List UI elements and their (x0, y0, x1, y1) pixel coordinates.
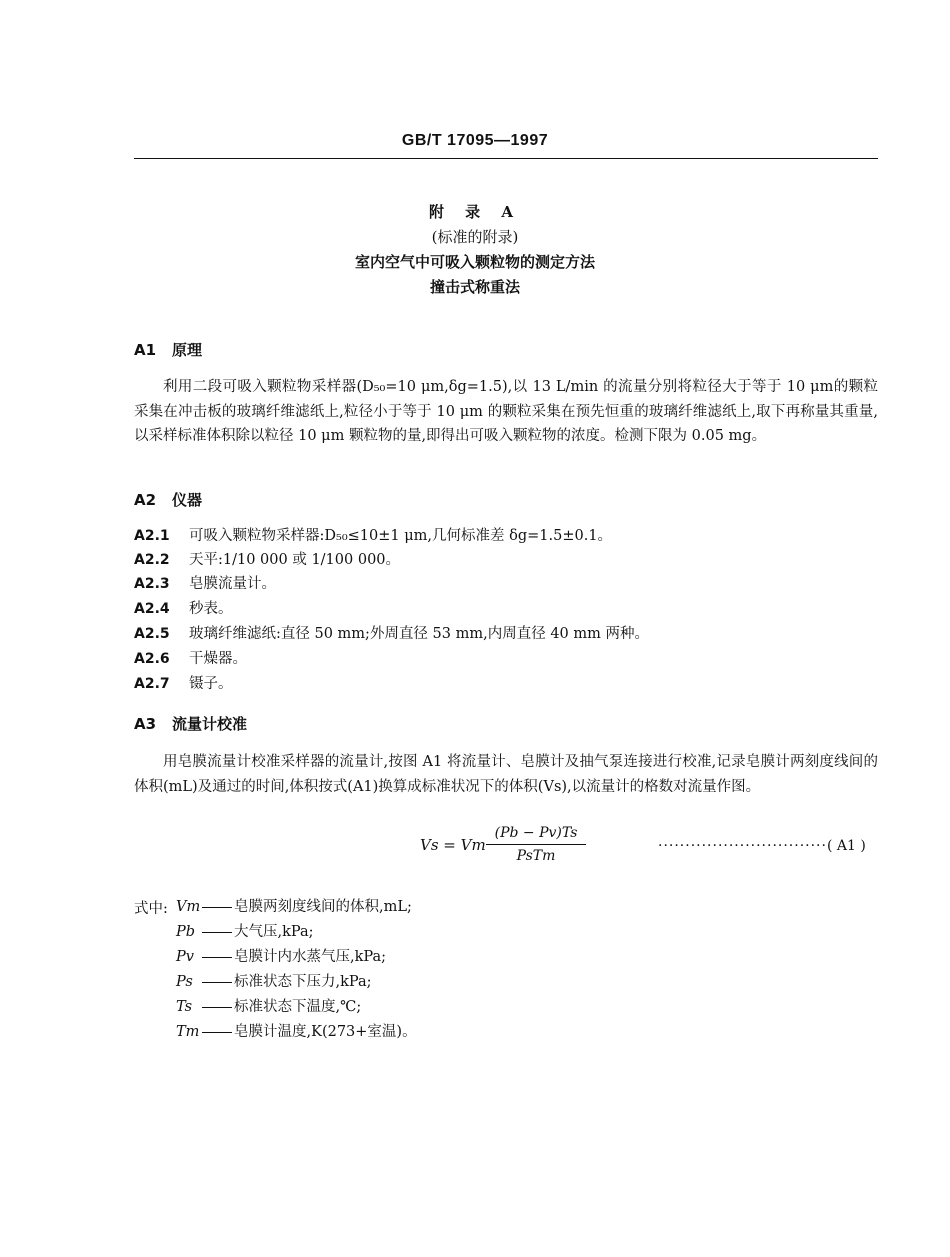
section-a3-heading (134, 713, 247, 734)
variable-definition (176, 1020, 417, 1044)
em-dash (202, 957, 232, 958)
section-a1-heading (134, 339, 202, 360)
variable-symbol: Tm (176, 1024, 200, 1040)
item-text: 玻璃纤维滤纸:直径 50 mm;外周直径 53 mm,内周直径 40 mm 两种。 (189, 626, 649, 642)
item-text: 干燥器。 (189, 651, 247, 667)
section-number: A3 (134, 715, 157, 733)
standard-number: GB/T 17095—1997 (401, 132, 549, 149)
item-text: 天平:1/10 000 或 1/100 000。 (189, 552, 401, 568)
item-number: A2.1 (134, 528, 170, 544)
list-item (134, 524, 612, 548)
item-number: A2.7 (134, 676, 170, 692)
section-a2-heading (134, 489, 202, 510)
list-item (134, 622, 649, 646)
variable-symbol: Pb (176, 924, 196, 940)
variable-definition (176, 970, 372, 994)
variable-description: 标准状态下压力,kPa; (234, 974, 372, 990)
variable-description: 大气压,kPa; (234, 924, 314, 940)
item-number: A2.4 (134, 601, 170, 617)
em-dash (202, 1007, 232, 1008)
item-text: 秒表。 (189, 601, 233, 617)
section-title: 原理 (172, 341, 203, 359)
section-a3-text: 用皂膜流量计校准采样器的流量计,按图 A1 将流量计、皂膜计及抽气泵连接进行校准,记录皂膜计两刻度线间的体积(mL)及通过的时间,体积按式(A1)换算成标准状况下的体积(Vs),以流量计的格数对流量作图。 (134, 754, 878, 795)
where-label: 式中: (134, 901, 168, 917)
variable-description: 皂膜计内水蒸气压,kPa; (234, 949, 387, 965)
em-dash (202, 1032, 232, 1033)
formula-fraction (486, 824, 586, 865)
em-dash (202, 932, 232, 933)
section-title: 流量计校准 (172, 715, 248, 733)
variable-definition (176, 920, 314, 944)
section-number: A1 (134, 341, 157, 359)
item-number: A2.5 (134, 626, 170, 642)
section-title: 仪器 (172, 491, 203, 509)
variable-definition (176, 995, 361, 1019)
section-a1-text: 利用二段可吸入颗粒物采样器(D₅₀=10 μm,δg=1.5),以 13 L/min 的流量分别将粒径大于等于 10 μm的颗粒采集在冲击板的玻璃纤维滤纸上,粒径小于等于 10 μm 的颗粒采集在预先恒重的玻璃纤维滤纸上,取下再称量其重量,以采样标准体积除以粒径 10 μm 颗粒物的量,即得出可吸入颗粒物的浓度。检测下限为 0.05 mg。 (134, 379, 878, 444)
formula-denominator: PsTm (516, 848, 556, 864)
list-item (134, 548, 400, 572)
item-text: 镊子。 (189, 676, 233, 692)
annex-type: (标准的附录) (431, 228, 519, 246)
annex-label: 附 录 A (428, 203, 522, 221)
item-number: A2.3 (134, 576, 170, 592)
variable-symbol: Pv (176, 949, 194, 965)
list-item (134, 647, 247, 671)
header-rule (134, 158, 878, 159)
item-number: A2.2 (134, 552, 170, 568)
variable-symbol: Ts (176, 999, 193, 1015)
variable-symbol: Vm (176, 899, 201, 915)
formula-lhs: Vs = Vm (420, 836, 486, 854)
equation-number: ( A1 ) (826, 838, 866, 854)
list-item (134, 572, 276, 596)
annex-main-title: 室内空气中可吸入颗粒物的测定方法 (354, 253, 595, 271)
formula-numerator: (Pb − Pv)Ts (494, 825, 578, 841)
section-number: A2 (134, 491, 157, 509)
variable-definition (176, 945, 386, 969)
variable-definition (176, 895, 412, 919)
fraction-bar (486, 844, 586, 845)
em-dash (202, 982, 232, 983)
list-item (134, 597, 233, 621)
item-number: A2.6 (134, 651, 170, 667)
annex-title-block (0, 200, 950, 300)
annex-sub-title: 撞击式称重法 (429, 278, 520, 296)
dot-leader: ······························· (658, 838, 827, 854)
item-text: 皂膜流量计。 (189, 576, 276, 592)
em-dash (202, 907, 232, 908)
equation-tag (658, 838, 866, 854)
list-item (134, 672, 233, 696)
variable-description: 皂膜计温度,K(273+室温)。 (234, 1024, 417, 1040)
variable-description: 标准状态下温度,℃; (234, 999, 362, 1015)
variable-symbol: Ps (176, 974, 193, 990)
item-text: 可吸入颗粒物采样器:D₅₀≤10±1 μm,几何标准差 δg=1.5±0.1。 (189, 528, 613, 544)
variable-description: 皂膜两刻度线间的体积,mL; (234, 899, 412, 915)
